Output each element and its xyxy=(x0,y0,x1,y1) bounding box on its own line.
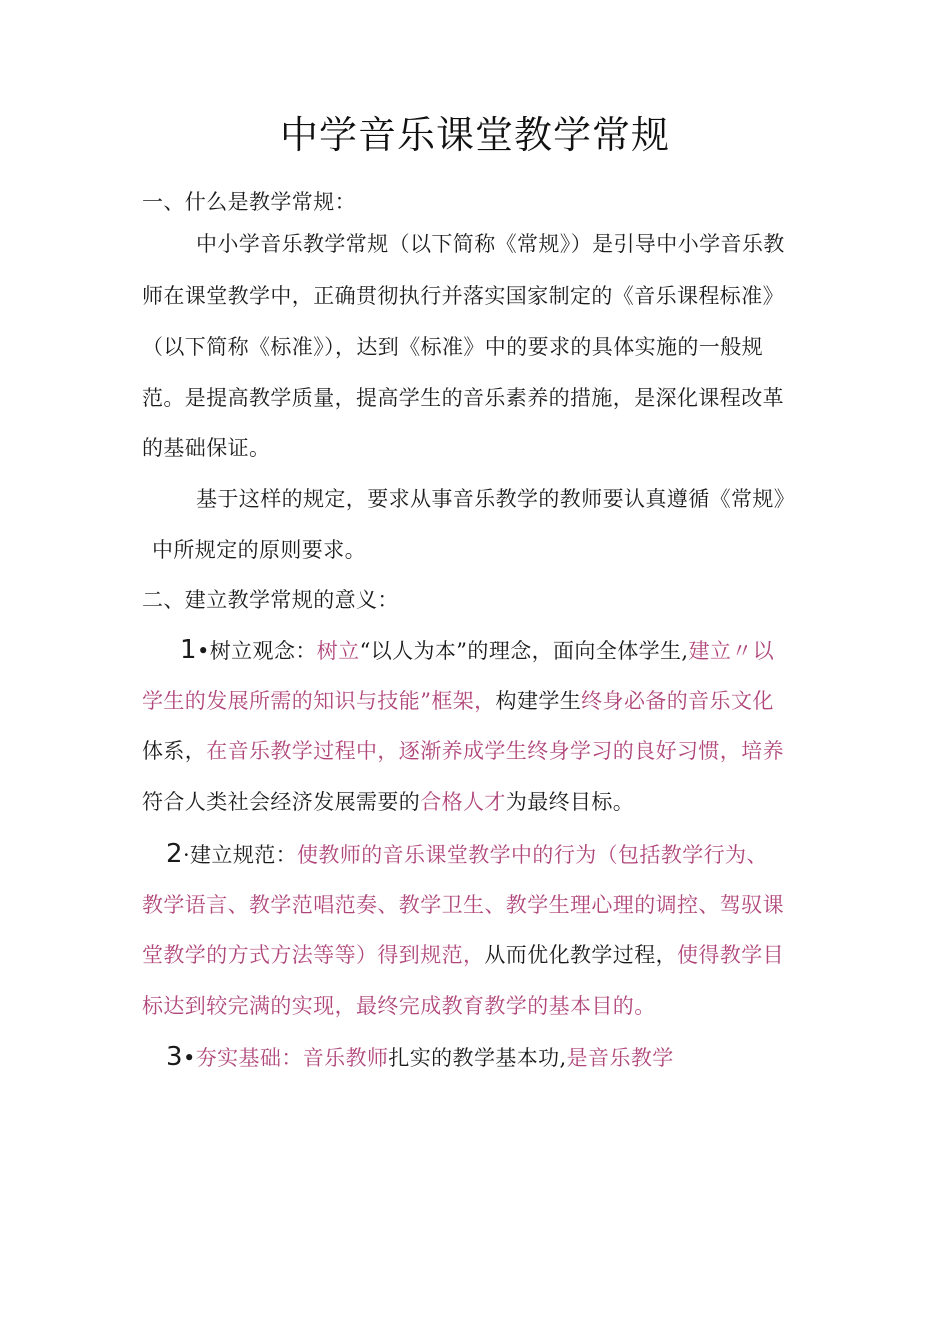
highlight-text: 是音乐教学 xyxy=(566,1046,674,1070)
body-text: 符合人类社会经济发展需要的 xyxy=(142,790,421,814)
paragraph-line: 中所规定的原则要求。 xyxy=(152,538,366,562)
paragraph-line: 的基础保证。 xyxy=(142,436,271,460)
body-text: “以人为本”的理念，面向全体学生, xyxy=(359,639,689,663)
section-heading-1: 一、什么是教学常规： xyxy=(142,190,356,214)
body-text: 构建学生 xyxy=(495,689,582,713)
highlight-text: 音乐教师 xyxy=(302,1046,389,1070)
section-heading-2: 二、建立教学常规的意义： xyxy=(142,588,399,612)
highlight-text: 使得教学目 xyxy=(677,943,785,967)
paragraph-line: 基于这样的规定，要求从事音乐教学的教师要认真遵循《常规》 xyxy=(196,487,796,511)
paragraph-line: 师在课堂教学中，正确贯彻执行并落实国家制定的《音乐课程标准》 xyxy=(142,284,784,308)
body-text: 为最终目标。 xyxy=(505,790,635,814)
list-item-1-line-4 xyxy=(142,788,832,816)
list-item-2-line-3 xyxy=(142,941,832,969)
item-label: 树立观念： xyxy=(209,639,317,663)
highlight-text: 树立 xyxy=(316,639,360,663)
highlight-text: 堂教学的方式方法等等）得到规范， xyxy=(142,943,485,967)
list-item-1-line-3 xyxy=(142,737,832,765)
highlight-text: 在音乐教学过程中，逐渐养成学生终身学习的良好习惯，培养 xyxy=(206,739,785,763)
highlight-text: 合格人才 xyxy=(420,790,506,814)
highlight-text: 使教师的音乐课堂教学中的行为（包括教学行为、 xyxy=(297,843,768,867)
paragraph-line: 范。是提高教学质量，提高学生的音乐素养的措施，是深化课程改革 xyxy=(142,386,784,410)
item-number: 1 xyxy=(180,635,197,665)
body-text: 从而优化教学过程， xyxy=(484,943,678,967)
bullet: • xyxy=(182,1046,196,1070)
highlight-text: 学生的发展所需的知识与技能”框架， xyxy=(142,689,496,713)
list-item-3-line-1 xyxy=(166,1043,856,1072)
paragraph-line: 中小学音乐教学常规（以下简称《常规》）是引导中小学音乐教 xyxy=(196,232,785,256)
body-text: 扎实的教学基本功, xyxy=(388,1046,567,1070)
body-text: 体系， xyxy=(142,739,207,763)
highlight-text: 建立〃以 xyxy=(688,639,775,663)
list-item-2-line-1 xyxy=(166,840,856,869)
item-label: 建立规范： xyxy=(190,843,298,867)
item-label: 夯实基础： xyxy=(195,1046,303,1070)
page-title: 中学音乐课堂教学常规 xyxy=(279,113,670,157)
list-item-1-line-1 xyxy=(180,636,870,665)
list-item-2-line-2: 教学语言、教学范唱范奏、教学卫生、教学生理心理的调控、驾驭课 xyxy=(142,893,784,917)
bullet: · xyxy=(182,843,191,867)
item-number: 3 xyxy=(166,1042,183,1072)
bullet: • xyxy=(196,639,210,663)
highlight-text: 终身必备的音乐文化 xyxy=(581,689,774,713)
list-item-2-line-4: 标达到较完满的实现，最终完成教育教学的基本目的。 xyxy=(142,994,656,1018)
item-number: 2 xyxy=(166,839,183,869)
paragraph-line: （以下简称《标准》），达到《标准》中的要求的具体实施的一般规 xyxy=(142,335,763,359)
list-item-1-line-2 xyxy=(142,687,832,715)
